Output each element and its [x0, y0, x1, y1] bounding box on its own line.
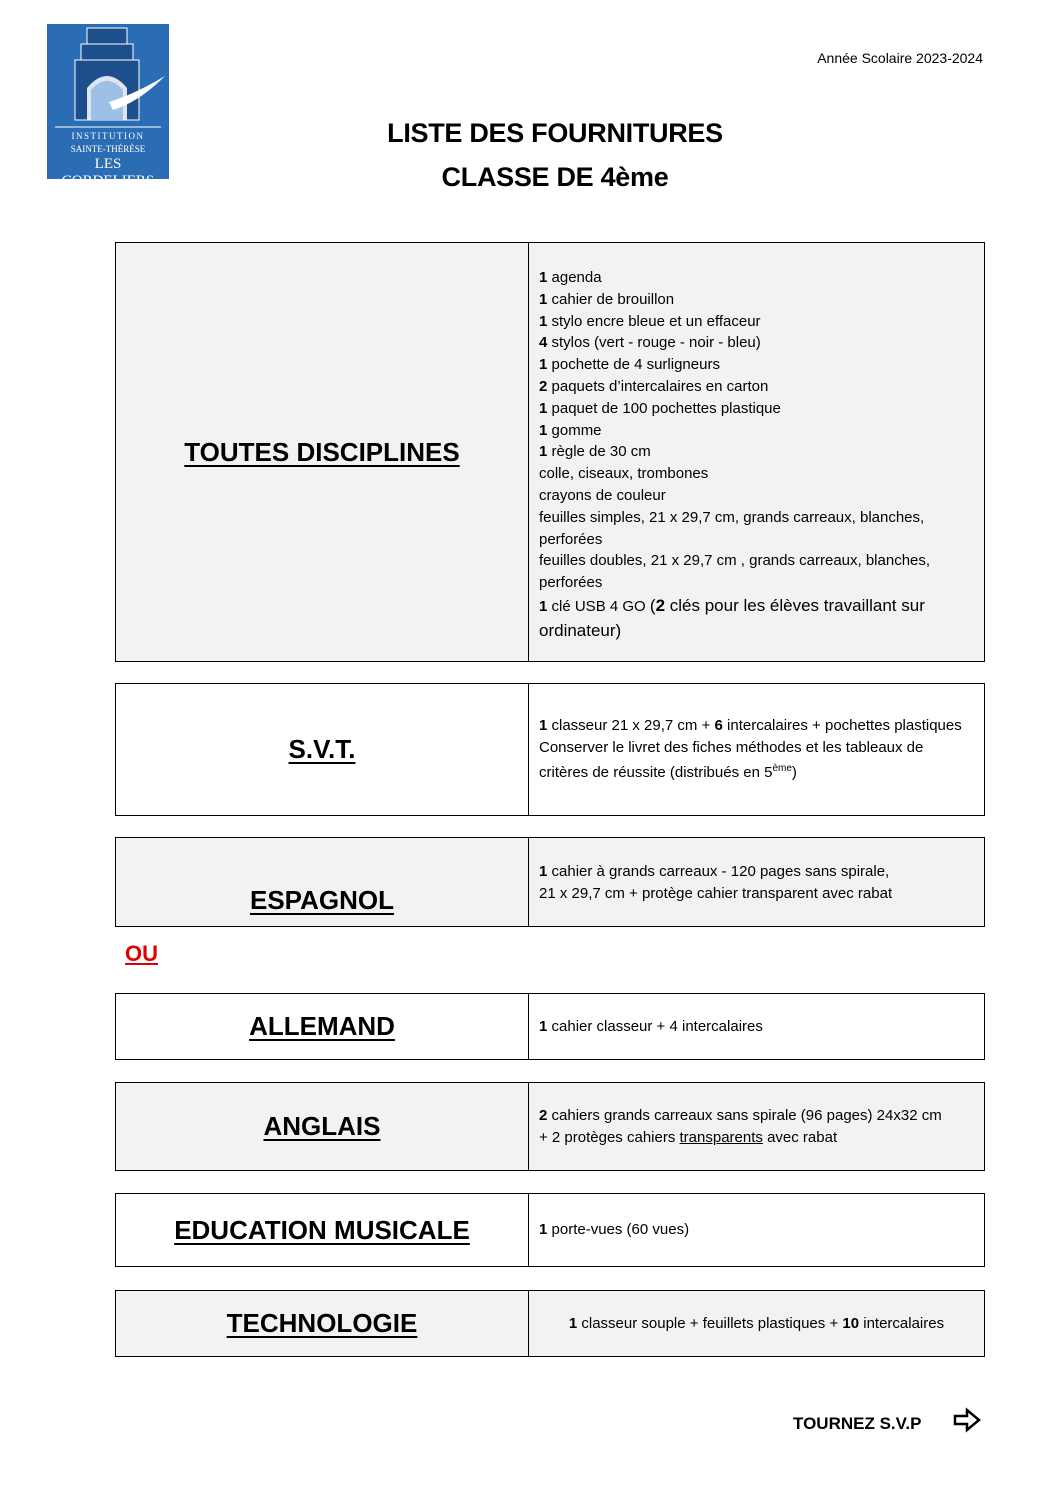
list-item: 1 classeur souple + feuillets plastiques + 10 intercalaires: [568, 1314, 945, 1332]
row-toutes-disciplines: [115, 242, 985, 662]
logo-line-2: SAINTE-THÉRÈSE: [70, 144, 146, 154]
list-item: 2 cahiers grands carreaux sans spirale (96 pages) 24x32 cm: [539, 1106, 942, 1124]
page-subtitle: CLASSE DE 4ème: [441, 162, 669, 192]
row-technologie: [115, 1290, 985, 1357]
school-year: Année Scolaire 2023-2024: [817, 50, 983, 66]
list-item: 1 cahier de brouillon: [539, 290, 675, 308]
subject-label: ALLEMAND: [116, 994, 529, 1059]
list-item: + 2 protèges cahiers transparents avec rabat: [539, 1128, 838, 1146]
row-allemand: [115, 993, 985, 1060]
list-item: 1 cahier classeur + 4 intercalaires: [539, 1017, 763, 1035]
turn-page-text: TOURNEZ S.V.P: [793, 1414, 922, 1433]
list-item: feuilles doubles, 21 x 29,7 cm , grands carreaux, blanches, perforées: [539, 552, 931, 592]
row-svt: [115, 683, 985, 816]
logo-line-1: INSTITUTION: [71, 131, 145, 141]
list-item: 1 classeur 21 x 29,7 cm + 6 intercalaires + pochettes plastiques: [539, 716, 962, 734]
list-item: 1 agenda: [539, 269, 602, 286]
list-item: Conserver le livret des fiches méthodes et les tableaux de critères de réussite (distribués en 5ème): [539, 738, 924, 782]
list-item: 1 paquet de 100 pochettes plastique: [539, 399, 781, 417]
list-item: colle, ciseaux, trombones: [539, 465, 709, 483]
supply-list: [529, 684, 984, 815]
list-item: crayons de couleur: [539, 486, 666, 504]
list-item: 2 paquets d’intercalaires en carton: [539, 377, 769, 395]
subject-label: S.V.T.: [116, 684, 529, 815]
subject-label: EDUCATION MUSICALE: [116, 1194, 529, 1266]
list-item: feuilles simples, 21 x 29,7 cm, grands carreaux, blanches, perforées: [539, 508, 925, 548]
supply-items: [539, 267, 974, 594]
row-anglais: [115, 1082, 985, 1171]
usb-line: 1 clé USB 4 GO (2 clés pour les élèves travaillant sur ordinateur): [539, 595, 925, 640]
row-espagnol: [115, 837, 985, 927]
supply-list: [529, 1291, 984, 1356]
list-item: 1 pochette de 4 surligneurs: [539, 356, 720, 374]
list-item: 1 stylo encre bleue et un effaceur: [539, 312, 761, 330]
school-logo: [47, 24, 169, 189]
supply-list: [529, 994, 984, 1059]
row-education-musicale: [115, 1193, 985, 1267]
supply-list: [529, 838, 984, 926]
subject-label: ANGLAIS: [116, 1083, 529, 1170]
page-title: LISTE DES FOURNITURES: [387, 118, 723, 148]
list-item: 1 règle de 30 cm: [539, 443, 651, 461]
supply-list: [529, 1194, 984, 1266]
list-item: 1 cahier à grands carreaux - 120 pages sans spirale,: [539, 863, 890, 880]
subject-label: ESPAGNOL: [116, 838, 529, 926]
supply-list: [529, 243, 984, 661]
subject-label: TOUTES DISCIPLINES: [116, 243, 529, 661]
supply-list: [529, 1083, 984, 1170]
subject-label: TECHNOLOGIE: [116, 1291, 529, 1356]
list-item: 1 gomme: [539, 421, 602, 439]
list-item: 1 porte-vues (60 vues): [539, 1221, 690, 1239]
arrow-right-icon: [953, 1407, 981, 1433]
logo-line-3: LES CORDELIERS: [61, 156, 155, 189]
list-item: 4 stylos (vert - rouge - noir - bleu): [539, 334, 761, 352]
list-item: 21 x 29,7 cm + protège cahier transparent avec rabat: [539, 884, 893, 902]
or-separator: OU: [125, 941, 158, 966]
